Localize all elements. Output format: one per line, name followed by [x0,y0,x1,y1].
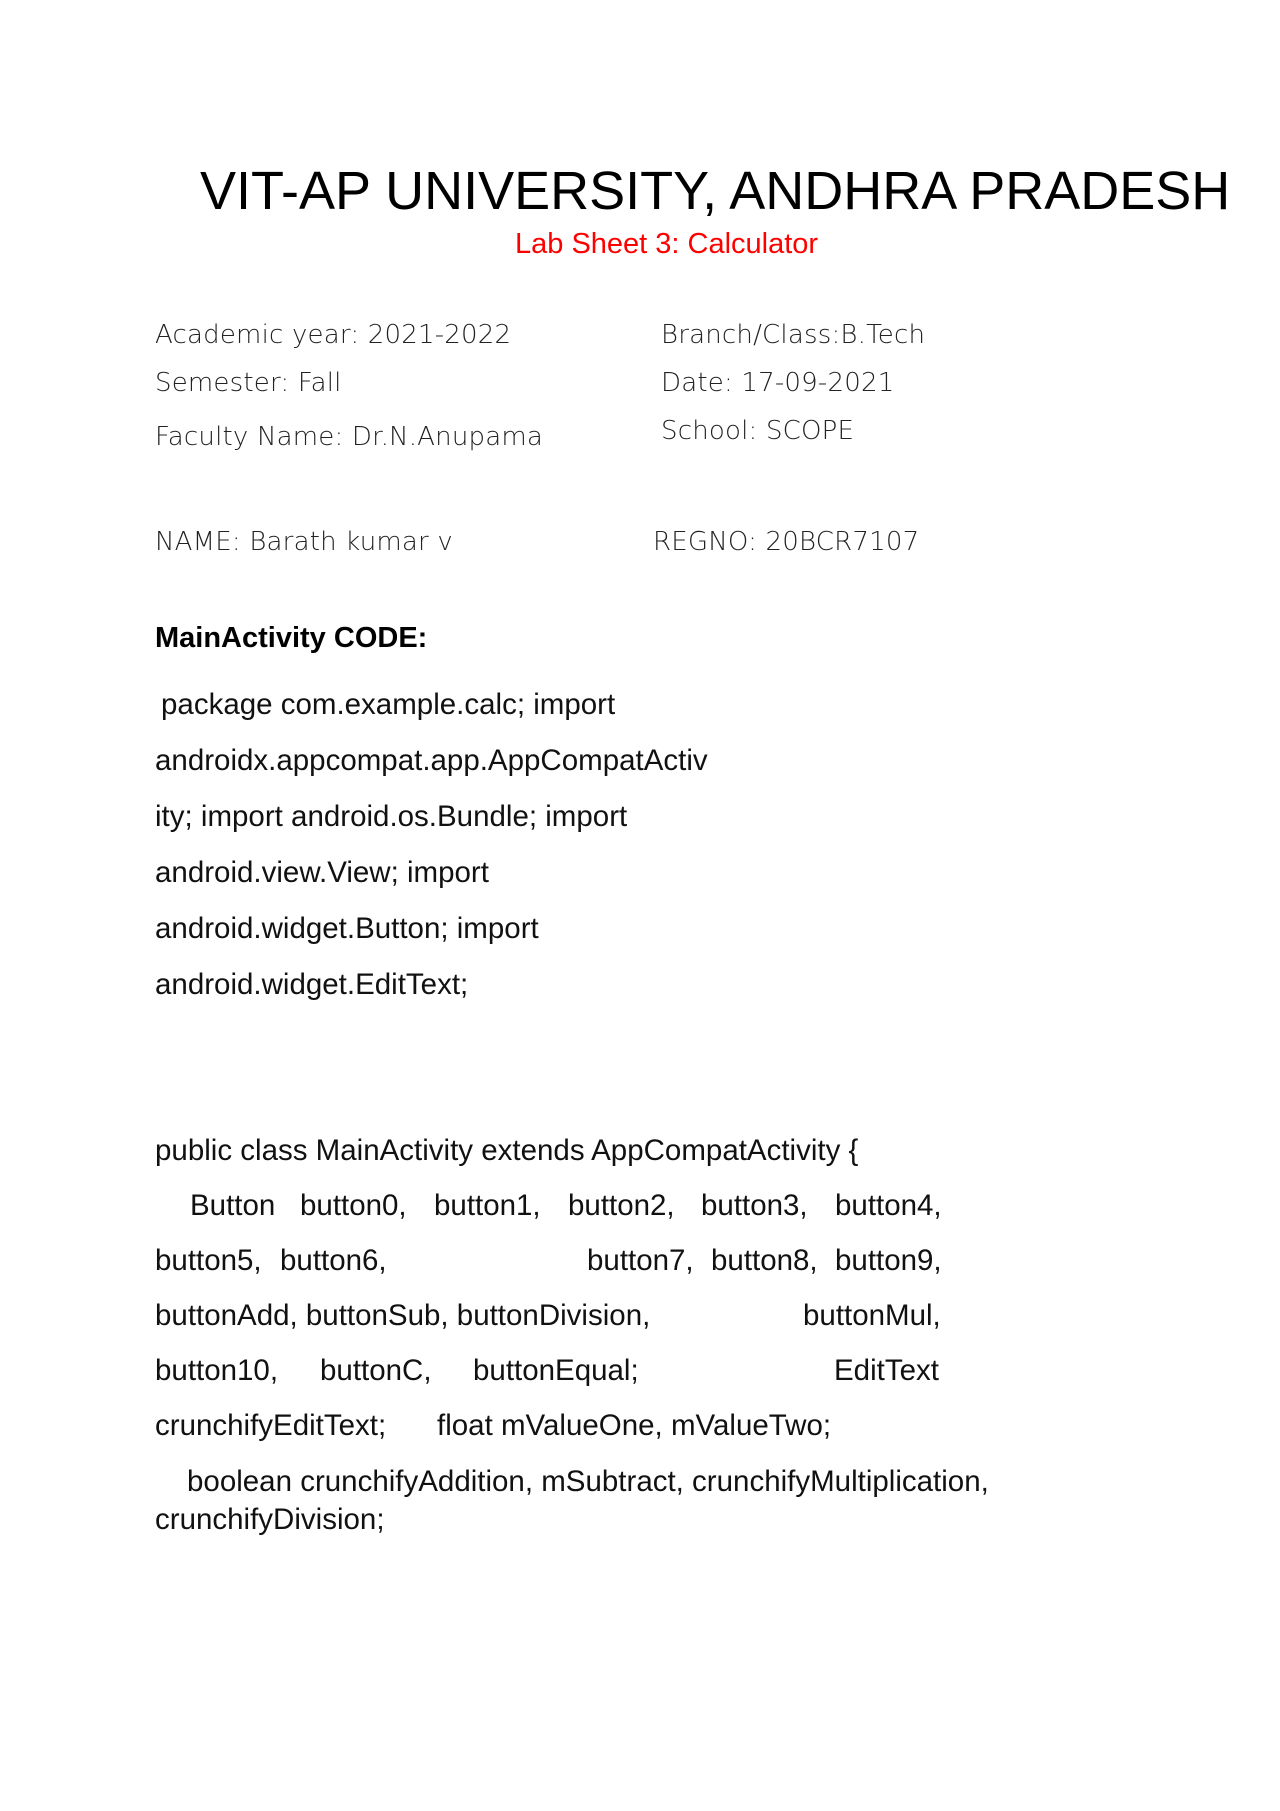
lab-sheet-subtitle: Lab Sheet 3: Calculator [515,228,819,260]
date: Date: 17-09-2021 [661,368,895,398]
code-token: button2, [568,1189,675,1222]
school: School: SCOPE [661,416,855,446]
code-token: button3, [701,1189,808,1222]
code-token: button7, [587,1244,694,1277]
code-token: crunchifyEditText; [155,1409,387,1442]
code-token: button10, [155,1354,279,1387]
code-line: androidx.appcompat.app.AppCompatActiv [155,744,708,777]
reg-number: REGNO: 20BCR7107 [653,527,920,557]
code-line: android.widget.EditText; [155,968,469,1001]
code-token: button1, [434,1189,541,1222]
code-token: float mValueOne, mValueTwo; [437,1409,832,1442]
code-line: android.widget.Button; import [155,912,539,945]
code-token: EditText [834,1354,939,1387]
code-token: button0, [300,1189,407,1222]
academic-year: Academic year: 2021-2022 [155,320,512,350]
code-token: button4, [835,1189,942,1222]
code-token: button9, [835,1244,942,1277]
code-token: button6, [280,1244,387,1277]
branch-class: Branch/Class:B.Tech [661,320,926,350]
code-token: Button [190,1189,276,1222]
code-line: boolean crunchifyAddition, mSubtract, crunchifyMultiplication, [187,1465,989,1498]
code-token: buttonAdd, buttonSub, buttonDivision, [155,1299,651,1332]
code-token: buttonMul, [803,1299,941,1332]
university-title: VIT-AP UNIVERSITY, ANDHRA PRADESH [200,161,1231,221]
faculty-name: Faculty Name: Dr.N.Anupama [155,422,544,452]
code-line: package com.example.calc; import [161,688,616,721]
code-token: button8, [711,1244,818,1277]
code-token: buttonC, [320,1354,432,1387]
code-line: android.view.View; import [155,856,489,889]
code-line: crunchifyDivision; [155,1503,385,1536]
code-line: ity; import android.os.Bundle; import [155,800,628,833]
section-heading: MainActivity CODE: [155,622,428,654]
code-token: button5, [155,1244,262,1277]
code-token: buttonEqual; [473,1354,639,1387]
student-name: NAME: Barath kumar v [155,527,453,557]
code-line: public class MainActivity extends AppCompatActivity { [155,1134,859,1167]
semester: Semester: Fall [155,368,342,398]
